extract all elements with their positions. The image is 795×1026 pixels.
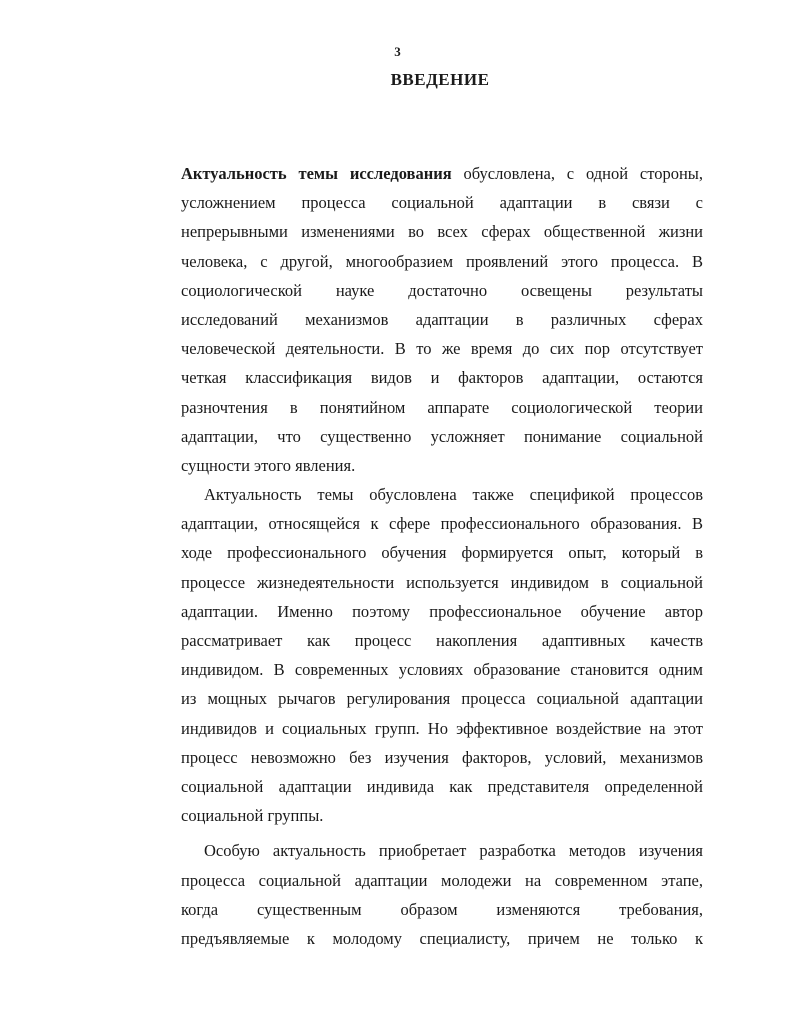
text-line: социальной адаптации индивида как представителя определенной [181, 776, 703, 796]
text-line: четкая классификация видов и факторов адаптации, остаются [181, 368, 703, 388]
text-line: процессе жизнедеятельности используется индивидом в социальной [181, 572, 703, 592]
text-line: социологической науке достаточно освещены результаты [181, 280, 703, 300]
text-line: усложнением процесса социальной адаптации в связи с [181, 193, 703, 213]
text-line: процесса социальной адаптации молодежи на современном этапе, [181, 870, 703, 890]
text-line: процесс невозможно без изучения факторов, условий, механизмов [181, 747, 703, 767]
text-line: индивидом. В современных условиях образование становится одним [181, 660, 703, 680]
text-line: рассматривает как процесс накопления адаптивных качеств [181, 631, 703, 650]
text-line: человеческой деятельности. В то же время до сих пор отсутствует [181, 339, 703, 359]
paragraph-methods [181, 836, 703, 953]
text-line: индивидов и социальных групп. Но эффективное воздействие на этот [181, 718, 703, 738]
text-line: исследований механизмов адаптации в различных сферах [181, 309, 703, 329]
text-line: адаптации, что существенно усложняет понимание социальной [181, 426, 703, 446]
text-line: непрерывными изменениями во всех сферах общественной жизни [181, 222, 703, 242]
text-line: когда существенным образом изменяются требования, [181, 899, 703, 919]
text-line: предъявляемые к молодому специалисту, причем не только к [181, 928, 703, 948]
text-line: адаптации. Именно поэтому профессиональное обучение автор [181, 601, 703, 621]
text-line: адаптации, относящейся к сфере профессионального образования. В [181, 514, 703, 534]
text-line: Актуальность темы обусловлена также спецификой процессов [204, 485, 703, 505]
text-line: сущности этого явления. [181, 455, 356, 475]
text-line: ходе профессионального обучения формируется опыт, который в [181, 543, 703, 563]
text-line: Особую актуальность приобретает разработка методов изучения [204, 841, 703, 861]
text-line: социальной группы. [181, 806, 324, 826]
text-line: Актуальность темы исследования обусловлена, с одной стороны, [181, 164, 703, 183]
bold-lead-in: Актуальность темы исследования [181, 164, 452, 183]
text-line: человека, с другой, многообразием проявлений этого процесса. В [181, 251, 703, 271]
text-line: разночтения в понятийном аппарате социологической теории [181, 397, 703, 417]
page-number: 3 [394, 44, 401, 59]
text-line: из мощных рычагов регулирования процесса социальной адаптации [181, 689, 703, 709]
section-heading: ВВЕДЕНИЕ [390, 70, 490, 89]
paragraph-specifics [181, 480, 703, 830]
paragraph-relevance [181, 159, 703, 480]
body-text [181, 159, 703, 953]
